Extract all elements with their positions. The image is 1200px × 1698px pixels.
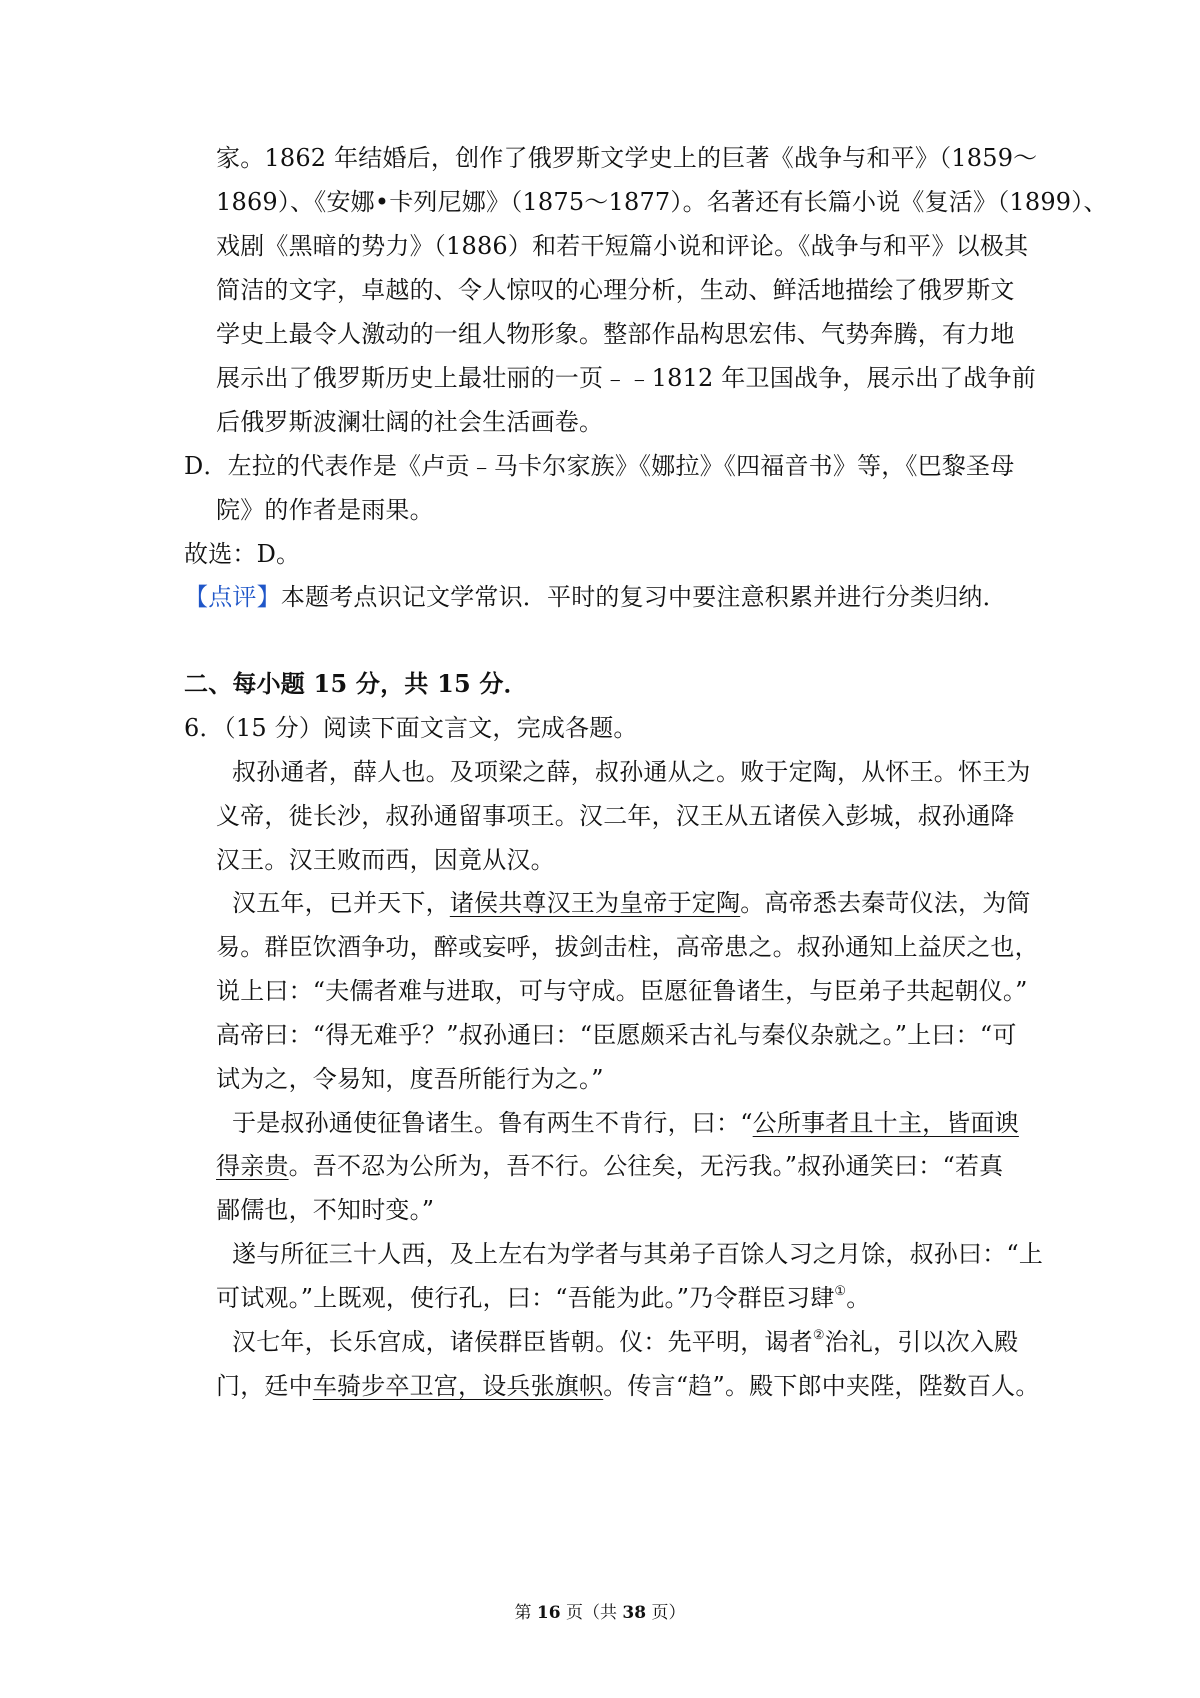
- passage-p5-line-1: [232, 1326, 1018, 1358]
- passage-p1-line-1: 叔孙通者，薛人也。及项梁之薛，叔孙通从之。败于定陶，从怀王。怀王为: [232, 758, 1031, 786]
- passage-text: 治礼，引以次入殿: [824, 1328, 1019, 1356]
- passage-p2-line-5: 试为之，令易知，度吾所能行为之。”: [216, 1065, 604, 1093]
- footer-total-pages: 38: [622, 1603, 647, 1623]
- answer-c-line-4: 简洁的文字，卓越的、令人惊叹的心理分析，生动、鲜活地描绘了俄罗斯文: [216, 276, 1015, 304]
- passage-text: 汉五年，已并天下，: [232, 889, 450, 917]
- footer-middle: 页（共: [560, 1603, 623, 1623]
- underlined-sentence-2a: 公所事者且十主，皆面谀: [752, 1109, 1019, 1137]
- passage-p1-line-2: 义帝，徙长沙，叔孙通留事项王。汉二年，汉王从五诸侯入彭城，叔孙通降: [216, 802, 1015, 830]
- passage-p2-line-4: 高帝曰：“得无难乎？”叔孙通曰：“臣愿颇采古礼与秦仪杂就之。”上曰：“可: [216, 1021, 1017, 1049]
- passage-p3-line-1: [232, 1107, 1019, 1139]
- answer-d-line-2: 院》的作者是雨果。: [216, 496, 434, 524]
- answer-c-line-7: 后俄罗斯波澜壮阔的社会生活画卷。: [216, 408, 604, 436]
- passage-text: 。吾不忍为公所为，吾不行。公往矣，无污我。”叔孙通笑曰：“若真: [288, 1152, 1004, 1180]
- answer-c-line-1: 家。1862 年结婚后，创作了俄罗斯文学史上的巨著《战争与和平》（1859～: [216, 144, 1038, 172]
- answer-c-line-3: 戏剧《黑暗的势力》（1886）和若干短篇小说和评论。《战争与和平》以极其: [216, 232, 1029, 260]
- underlined-sentence-1: 诸侯共尊汉王为皇帝于定陶: [449, 889, 741, 917]
- comment-text: 本题考点识记文学常识．平时的复习中要注意积累并进行分类归纳．: [280, 583, 1007, 611]
- footer-page-number: 16: [536, 1603, 561, 1623]
- passage-p4-line-1: 遂与所征三十人西，及上左右为学者与其弟子百馀人习之月馀，叔孙曰：“上: [232, 1240, 1044, 1268]
- passage-p2-line-2: 易。群臣饮酒争功，醉或妄呼，拔剑击柱，高帝患之。叔孙通知上益厌之也，: [216, 933, 1039, 961]
- answer-c-line-2: 1869）、《安娜•卡列尼娜》（1875～1877）。名著还有长篇小说《复活》（1899）、: [216, 188, 1108, 216]
- passage-text: 。: [846, 1284, 871, 1312]
- passage-p5-line-2: [216, 1370, 1040, 1402]
- underlined-sentence-2b: 得亲贵: [216, 1152, 289, 1180]
- answer-choice: 故选：D。: [184, 540, 301, 568]
- passage-p4-line-2: [216, 1282, 870, 1314]
- answer-c-line-5: 学史上最令人激动的一组人物形象。整部作品构思宏伟、气势奔腾，有力地: [216, 320, 1015, 348]
- passage-p2-line-3: 说上曰：“夫儒者难与进取，可与守成。臣愿征鲁诸生，与臣弟子共起朝仪。”: [216, 977, 1028, 1005]
- passage-text: 门，廷中: [216, 1372, 313, 1400]
- passage-p3-line-2: [216, 1150, 1003, 1182]
- passage-text: 汉七年，长乐宫成，诸侯群臣皆朝。仪：先平明，谒者: [232, 1328, 813, 1356]
- passage-p1-line-3: 汉王。汉王败而西，因竟从汉。: [216, 846, 555, 874]
- passage-text: 。高帝悉去秦苛仪法，为简: [740, 889, 1031, 917]
- answer-c-line-6: 展示出了俄罗斯历史上最壮丽的一页﹣﹣1812 年卫国战争，展示出了战争前: [216, 364, 1036, 392]
- comment-line: [184, 581, 1007, 613]
- footer-suffix: 页）: [646, 1603, 686, 1623]
- passage-text: 于是叔孙通使征鲁诸生。鲁有两生不肯行，曰：“: [232, 1109, 753, 1137]
- answer-d-line-1: D．左拉的代表作是《卢贡﹣马卡尔家族》《娜拉》《四福音书》等，《巴黎圣母: [184, 452, 1015, 480]
- section-heading: 二、每小题 15 分，共 15 分．: [184, 669, 528, 698]
- underlined-sentence-3: 车骑步卒卫宫，设兵张旗帜: [312, 1372, 604, 1400]
- passage-text: 。传言“趋”。殿下郎中夹陛，陛数百人。: [603, 1372, 1040, 1400]
- footnote-marker-1: ①: [834, 1284, 847, 1299]
- comment-label: 【点评】: [184, 583, 281, 611]
- footer-prefix: 第: [514, 1603, 537, 1623]
- page-footer: [0, 1602, 1200, 1624]
- passage-text: 可试观。”上既观，使行孔，曰：“吾能为此。”乃令群臣习肆: [216, 1284, 835, 1312]
- passage-p3-line-3: 鄙儒也，不知时变。”: [216, 1196, 435, 1224]
- passage-p2-line-1: [232, 887, 1031, 919]
- question-intro: 6．（15 分）阅读下面文言文，完成各题。: [184, 714, 638, 742]
- footnote-marker-2: ②: [812, 1328, 825, 1343]
